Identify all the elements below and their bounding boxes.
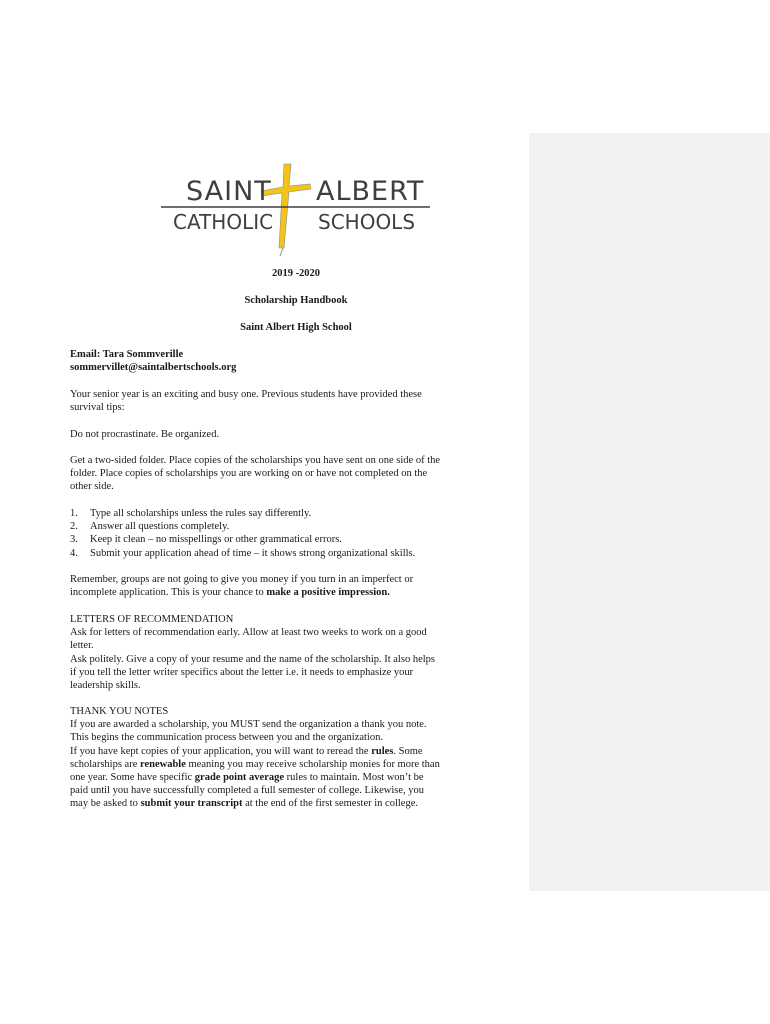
letters-line: if you tell the letter writer specifics about the letter i.e. it needs to emphasize your <box>70 666 414 678</box>
thanks-line: This begins the communication process between you and the organization. <box>70 732 383 744</box>
remember-paragraph <box>70 573 470 599</box>
contact-name: Email: Tara Sommverille <box>70 349 184 360</box>
logo-albert: ALBERT <box>316 176 425 207</box>
handbook-title: Scholarship Handbook <box>244 295 348 306</box>
saint-albert-logo <box>158 162 434 258</box>
list-item: 2. Answer all questions completely. <box>70 521 230 533</box>
list-item: 4. Submit your application ahead of time – it shows strong organizational skills. <box>70 547 416 559</box>
remember-line: incomplete application. This is your chance to make a positive impression. <box>70 587 390 599</box>
letters-heading: LETTERS OF RECOMMENDATION <box>70 614 234 625</box>
list-item: 3. Keep it clean – no misspellings or other grammatical errors. <box>70 534 342 546</box>
letters-line: Ask for letters of recommendation early. Allow at least two weeks to work on a good <box>70 627 427 639</box>
folder-line: Get a two-sided folder. Place copies of the scholarships you have sent on one side of the <box>70 455 441 466</box>
logo-catholic: CATHOLIC <box>173 210 274 234</box>
school-year: 2019 -2020 <box>271 268 321 279</box>
intro-line: Your senior year is an exciting and busy one. Previous students have provided these <box>70 389 422 400</box>
thanks-line: scholarships are renewable meaning you may receive scholarship monies for more than <box>70 758 440 770</box>
thanks-line: If you have kept copies of your application, you will want to reread the rules. Some <box>70 745 423 757</box>
school-name: Saint Albert High School <box>240 322 352 333</box>
folder-line: other side. <box>70 481 114 493</box>
letters-line: leadership skills. <box>70 680 141 692</box>
procrastinate-tip <box>70 428 470 441</box>
thanks-line: may be asked to submit your transcript at the end of the first semester in college. <box>70 798 418 810</box>
intro-paragraph <box>70 388 470 414</box>
remember-line: Remember, groups are not going to give you money if you turn in an imperfect or <box>70 574 414 585</box>
folder-line: folder. Place copies of scholarships you are working on or have not completed on the <box>70 468 428 480</box>
thanks-heading: THANK YOU NOTES <box>70 706 169 717</box>
thanks-section <box>70 705 470 811</box>
intro-line: survival tips: <box>70 402 125 414</box>
logo-schools: SCHOOLS <box>318 210 416 234</box>
contact-email: sommervillet@saintalbertschools.org <box>70 362 237 374</box>
comment-pane <box>529 133 770 891</box>
contact-block <box>70 348 470 374</box>
letters-line: Ask politely. Give a copy of your resume and the name of the scholarship. It also helps <box>70 653 435 665</box>
list-item: 1. Type all scholarships unless the rules say differently. <box>70 508 312 519</box>
thanks-line: one year. Some have specific grade point average rules to maintain. Most won’t be <box>70 772 424 784</box>
folder-paragraph <box>70 454 470 494</box>
letters-section <box>70 613 470 692</box>
tip-short: Do not procrastinate. Be organized. <box>70 429 220 440</box>
tips-list-container <box>70 507 470 560</box>
thanks-line: If you are awarded a scholarship, you MUST send the organization a thank you note. <box>70 719 427 731</box>
letters-line: letter. <box>70 640 94 652</box>
logo-saint: SAINT <box>186 176 272 207</box>
tips-list <box>70 507 470 560</box>
thanks-line: paid until you have successfully completed a full semester of college. Likewise, you <box>70 785 424 797</box>
